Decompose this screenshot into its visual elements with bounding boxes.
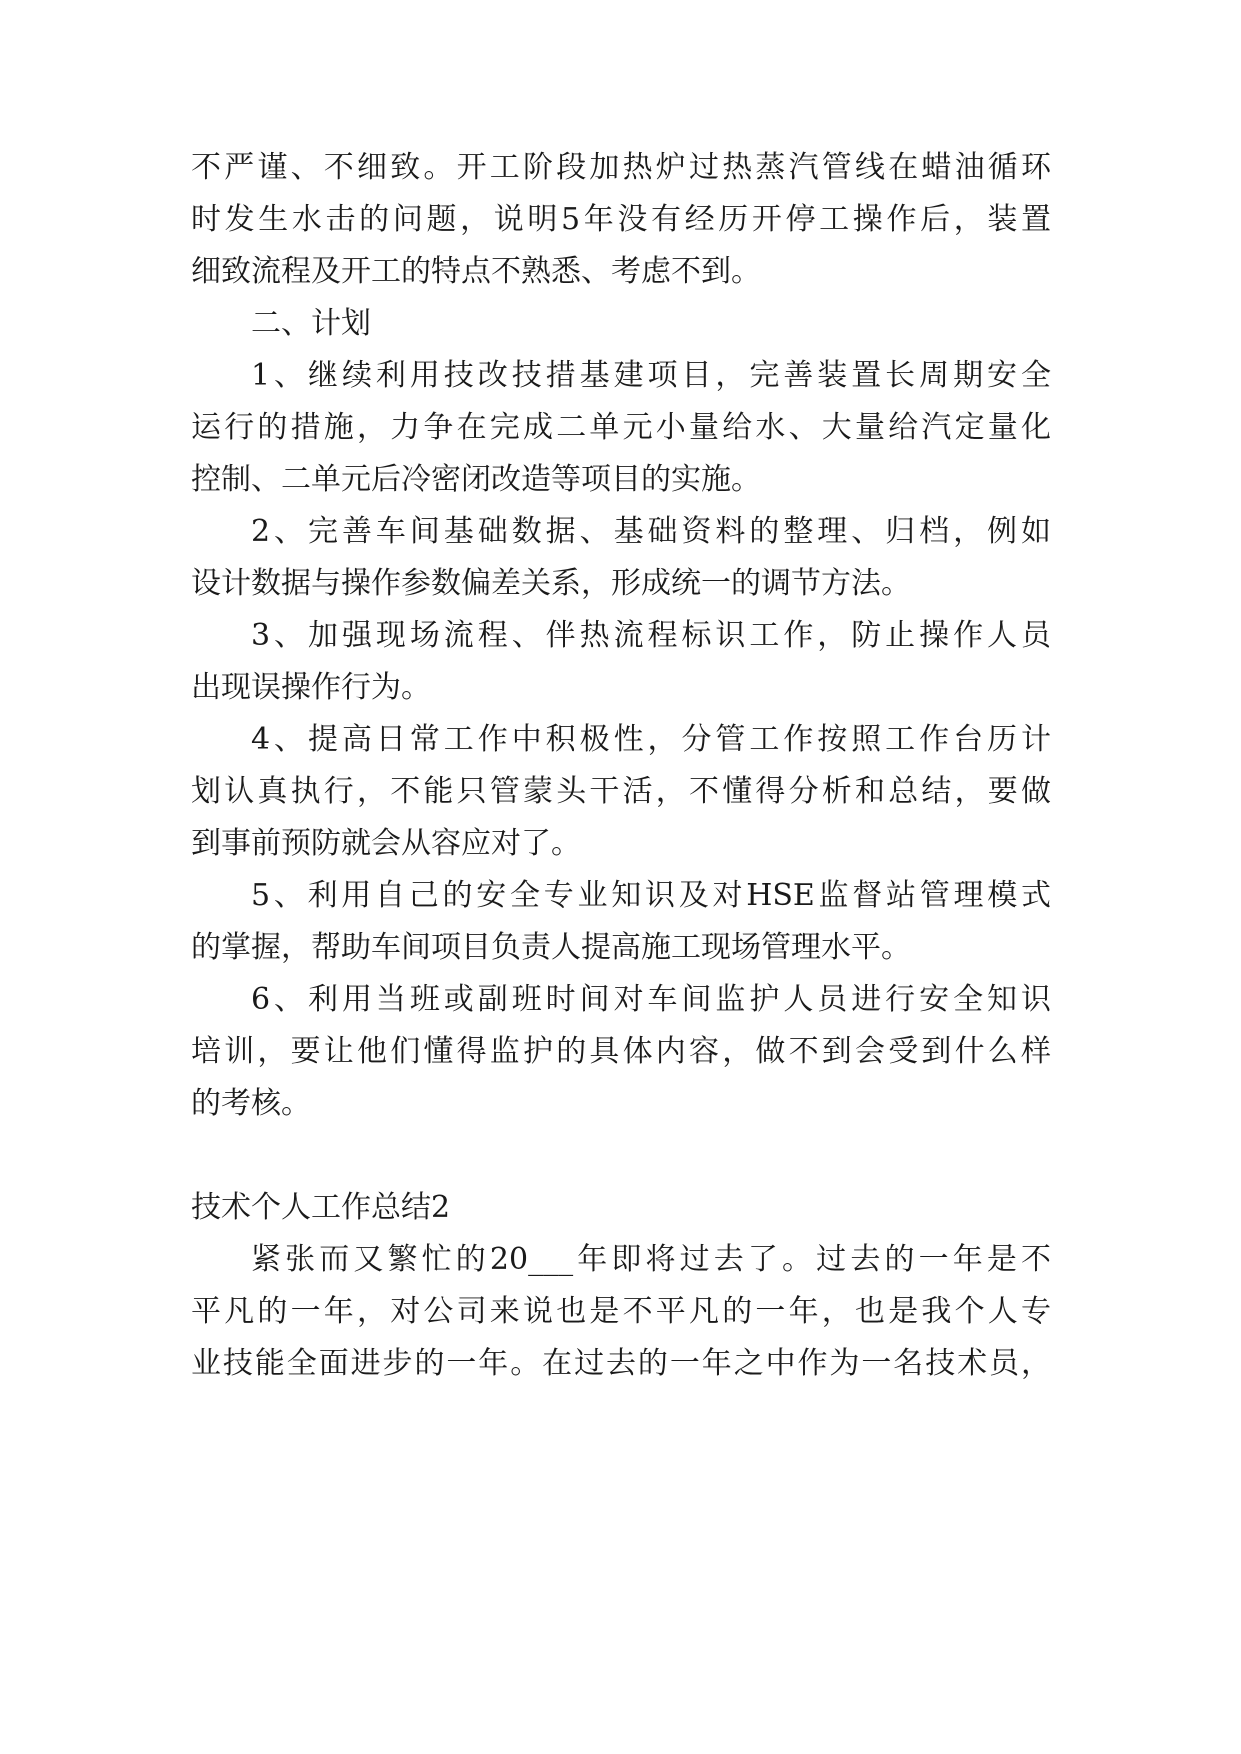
plan-item-6: 6、利用当班或副班时间对车间监护人员进行安全知识 xyxy=(251,982,1051,1017)
body-text-line: 业技能全面进步的一年。在过去的一年之中作为一名技术员， xyxy=(191,1346,1051,1381)
body-text-line: 培训，要让他们懂得监护的具体内容，做不到会受到什么样 xyxy=(191,1034,1051,1069)
plan-item-2: 2、完善车间基础数据、基础资料的整理、归档，例如 xyxy=(251,514,1051,549)
body-text-line: 细致流程及开工的特点不熟悉、考虑不到。 xyxy=(191,254,761,289)
section-heading: 二、计划 xyxy=(251,306,371,341)
plan-item-1: 1、继续利用技改技措基建项目，完善装置长周期安全 xyxy=(251,358,1051,393)
body-text-line: 设计数据与操作参数偏差关系，形成统一的调节方法。 xyxy=(191,566,911,601)
body-text-line: 的掌握，帮助车间项目负责人提高施工现场管理水平。 xyxy=(191,930,911,965)
body-text-line: 的考核。 xyxy=(191,1086,311,1121)
article-title: 技术个人工作总结2 xyxy=(191,1190,451,1225)
plan-item-4: 4、提高日常工作中积极性，分管工作按照工作台历计 xyxy=(251,722,1051,757)
body-text-line: 出现误操作行为。 xyxy=(191,670,431,705)
body-text-line: 划认真执行，不能只管蒙头干活，不懂得分析和总结，要做 xyxy=(191,774,1051,809)
body-text-line: 到事前预防就会从容应对了。 xyxy=(191,826,581,861)
body-text-line: 时发生水击的问题，说明5年没有经历开停工操作后，装置 xyxy=(191,202,1051,237)
body-text-line: 平凡的一年，对公司来说也是不平凡的一年，也是我个人专 xyxy=(191,1294,1051,1329)
plan-item-3: 3、加强现场流程、伴热流程标识工作，防止操作人员 xyxy=(251,618,1051,653)
plan-item-5: 5、利用自己的安全专业知识及对HSE监督站管理模式 xyxy=(251,878,1051,913)
body-text-line: 运行的措施，力争在完成二单元小量给水、大量给汽定量化 xyxy=(191,410,1051,445)
body-text-line: 不严谨、不细致。开工阶段加热炉过热蒸汽管线在蜡油循环 xyxy=(191,150,1051,185)
body-text-line: 控制、二单元后冷密闭改造等项目的实施。 xyxy=(191,462,761,497)
body-text-line: 紧张而又繁忙的20___年即将过去了。过去的一年是不 xyxy=(251,1242,1051,1277)
